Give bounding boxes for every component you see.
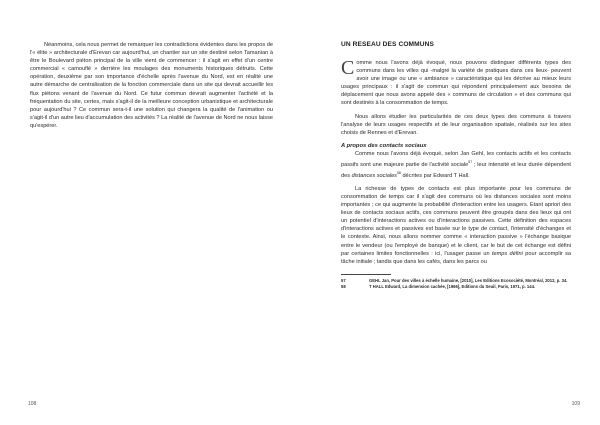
intro-text: omme nous l'avons déjà évoqué, nous pouvons distinguer différents types des communs dans les villes qui -malgré la variété de pratiques dans ces lieux- peuvent avoir une image ou une « ambiance » caractéristique qui les décrive au mieux leurs usages principaux : il s'agit de commun qui répondent principalement aux besoins de déplacement que nous avons appelé des « communs de circulation » et des communs qui sont destinés à la consommation de temps. <box>341 60 571 107</box>
left-paragraph: Néanmoins, cela nous permet de remarquer les contradictions évidentes dans les propos de l'« élite » architecturale d'Erevan car aujourd'hui, un chantier sur un site destiné selon Tamanian à être le Boulevard piéton principal de la ville vient de commencer : il s'agit en effet d'un centre commercial « camouflé » derrière les moulages des monuments historiques détruits. Cette opération, deuxième par son importance d'échelle après l'avenue du Nord, est en réalité une autre démarche de centralisation de la fonction commerciale dans un site qui devrait accueillir les flux piétons venant de l'avenue du Nord. Ce futur commun devrait augmenter l'activité et la fréquentation du site, certes, mais s'agit-il de la meilleure conception urbanistique et architecturale pour aujourd'hui ? Ce commun sera-t-il une solution qui changera la qualité de l'animation ou s'agit-il d'un autre lieu d'accumulation des activités ? La réalité de l'avenue de Nord ne nous laisse qu'espérer. <box>30 42 273 129</box>
subheading: A propos des contacts sociaux <box>341 142 427 149</box>
right-page <box>300 0 600 425</box>
p3-italic: distances sociales <box>351 172 397 179</box>
footnote-ref-57[interactable]: 57 <box>468 159 473 164</box>
section-title: UN RESEAU DES COMMUNS <box>341 41 434 48</box>
footnote-divider <box>341 274 391 275</box>
intro-paragraph <box>341 59 571 108</box>
p4-text-b: pour accomplir sa tâche initiale ; tandis que dans les cafés, dans les parcs ou <box>341 250 572 265</box>
paragraph-4 <box>341 185 571 266</box>
p3-text-b: ; leur intensité et leur durée dépendent des <box>341 161 571 179</box>
page-number-left: 108 <box>28 401 37 407</box>
p4-italic: temps défini <box>491 250 523 257</box>
p4-text-a: La richesse de types de contacts est plus importante pour les communs de consommation de temps car il s'agit des communs où les distances sociales sont moins importantes ; ce qui augmente la probabilité d'interaction entre les usagers. Etant apriori des lieux de contacts sociaux actifs, ces communs peuvent être groupés dans des lieux qui ont un potentiel d'interactions actives ou d'interactions passives. Cette définition des espaces d'interactions actives et passives est basée sur le type de contact, l'intensité d'échanges et le contexte. Ainsi, nous allons nommer comme « interaction passive » l'échange basique entre le vendeur (ou l'employé de banque) et le client, car le but de cet échange est défini par certaines limites fonctionnelles : ici, l'usager passe un <box>341 185 571 257</box>
drop-cap: C <box>341 57 355 79</box>
footnote-number: 57 <box>341 277 346 283</box>
footnote-number: 58 <box>341 284 346 290</box>
footnote-58 <box>341 284 571 290</box>
left-column <box>30 41 273 130</box>
paragraph-2: Nous allons étudier les particularités de ces deux types des communs à travers l'analyse de leurs usages respectifs et de leur organisation spatiale, réalisés sur les sites choisis de Rennes et d'Erevan. <box>341 113 571 136</box>
right-column <box>341 41 571 291</box>
paragraph-3 <box>341 150 571 180</box>
p3-text-a: Comme nous l'avons déjà évoqué, selon Jan Gehl, les contacts actifs et les contacts passifs sont une majeure partie de l'activité sociale <box>341 150 571 168</box>
page-number-right: 109 <box>571 401 580 407</box>
footnote-ref-58[interactable]: 58 <box>396 170 401 175</box>
p3-text-c: décrites par Edward T Hall. <box>400 172 470 179</box>
footnote-text: T HALL Edward, La dimension cachée, [1966], Editions du Seuil, Paris, 1971, p. 144. <box>369 284 536 290</box>
footnote-text: GEHL Jan, Pour des villes à échelle humaine, [2010], Les Editions Ecosociété, Montréal, 2012, p. 34. <box>369 277 568 283</box>
